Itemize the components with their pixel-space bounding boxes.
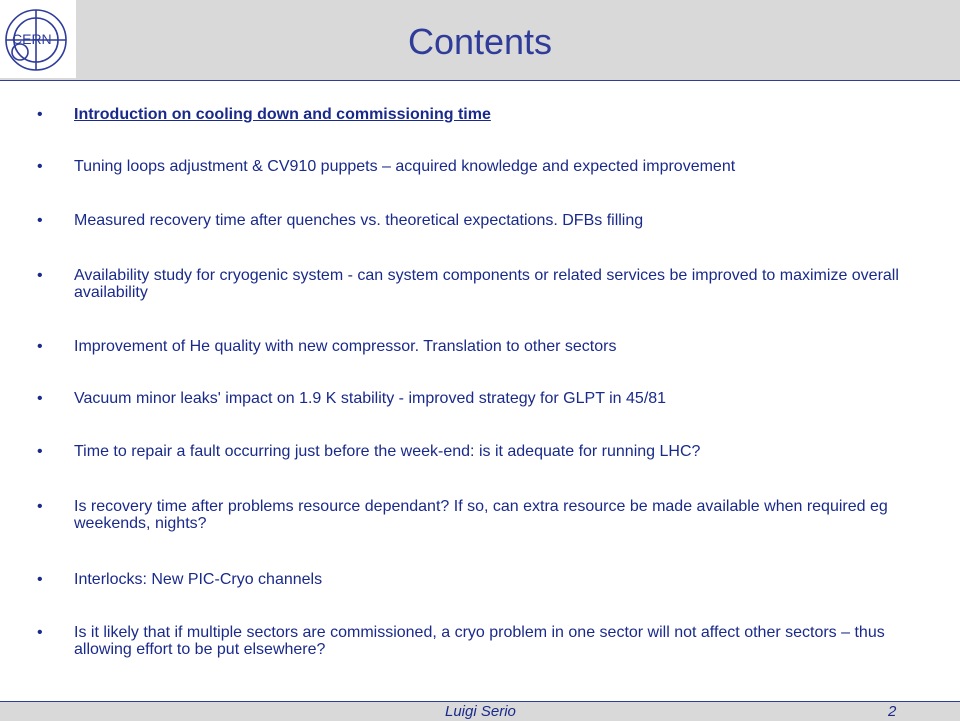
bullet-text: Interlocks: New PIC-Cryo channels — [74, 571, 323, 588]
bullet-text: Measured recovery time after quenches vs. theoretical expectations. DFBs filling — [74, 212, 644, 229]
bullet-dot: • — [37, 571, 43, 588]
bullet-dot: • — [37, 338, 43, 355]
bullet-text: Improvement of He quality with new compressor. Translation to other sectors — [74, 338, 617, 355]
bullet-dot: • — [37, 624, 43, 641]
header-band — [0, 0, 960, 81]
bullet-item — [37, 158, 932, 175]
bullet-text-link[interactable]: Introduction on cooling down and commissioning time — [74, 106, 491, 123]
bullet-text: Is recovery time after problems resource dependant? If so, can extra resource be made available when required eg weekends, nights? — [74, 498, 888, 532]
bullet-text: Tuning loops adjustment & CV910 puppets – acquired knowledge and expected improvement — [74, 158, 736, 175]
bullet-item — [37, 338, 932, 355]
slide-title: Contents — [407, 21, 553, 62]
footer-author: Luigi Serio — [445, 703, 516, 720]
bullet-item — [37, 267, 932, 301]
bullet-text: Availability study for cryogenic system - can system components or related services be improved to maximize overall availability — [74, 267, 899, 301]
bullet-dot: • — [37, 390, 43, 407]
footer-band — [0, 701, 960, 721]
bullet-dot: • — [37, 158, 43, 175]
bullet-dot: • — [37, 212, 43, 229]
bullet-text: Time to repair a fault occurring just before the week-end: is it adequate for running LHC? — [74, 443, 701, 460]
bullet-text: Vacuum minor leaks' impact on 1.9 K stability - improved strategy for GLPT in 45/81 — [74, 390, 667, 407]
bullet-item — [37, 443, 932, 460]
bullet-item — [37, 624, 932, 658]
bullet-item — [37, 498, 932, 532]
bullet-dot: • — [37, 267, 43, 284]
bullet-dot: • — [37, 443, 43, 460]
bullet-dot: • — [37, 498, 43, 515]
bullet-item — [37, 390, 932, 407]
bullet-dot: • — [37, 106, 43, 123]
bullet-text: Is it likely that if multiple sectors are commissioned, a cryo problem in one sector will not affect other sectors – thus allowing effort to be put elsewhere? — [74, 624, 885, 658]
svg-text:CERN: CERN — [12, 31, 52, 47]
bullet-item — [37, 571, 932, 588]
page-number: 2 — [888, 703, 897, 720]
bullet-item — [37, 212, 932, 229]
bullet-item — [37, 106, 932, 123]
